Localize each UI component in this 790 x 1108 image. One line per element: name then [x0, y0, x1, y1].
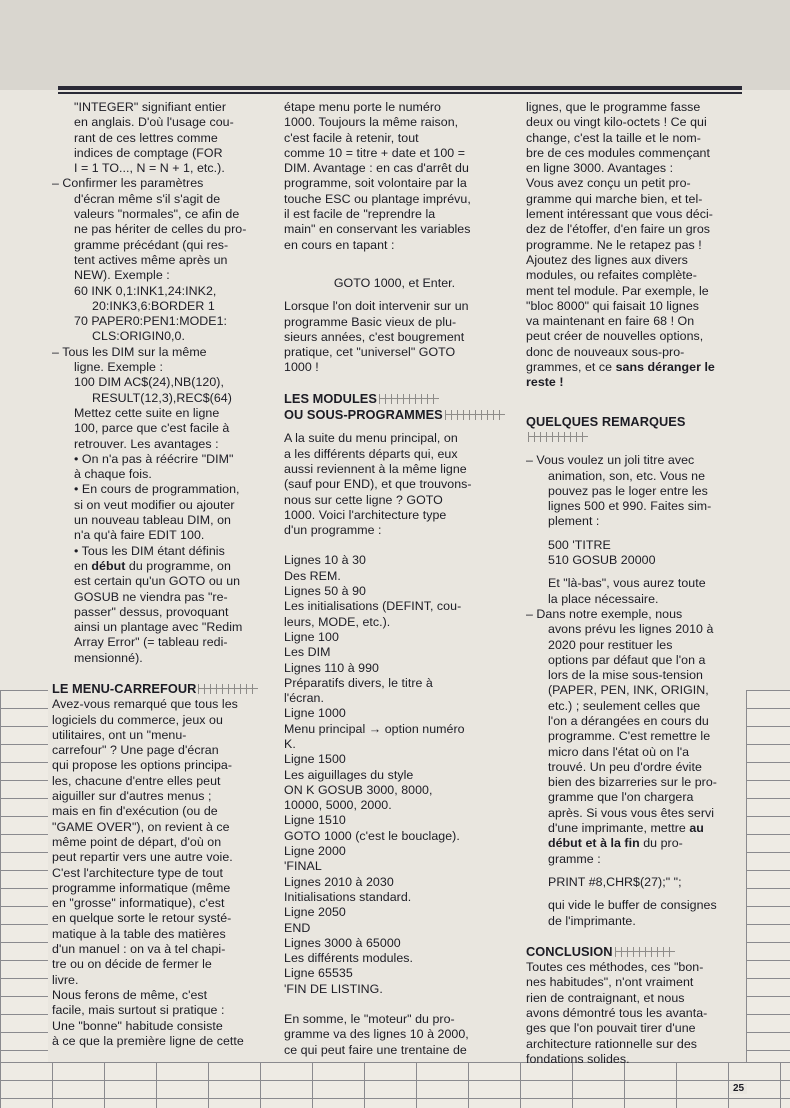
spacer — [52, 666, 274, 681]
text-line — [526, 836, 744, 851]
text-line: gramme que l'on chargera — [548, 790, 694, 805]
text-span: en — [74, 558, 88, 573]
top-rule-thin — [58, 92, 742, 94]
listing-line: 10000, 5000, 2000. — [284, 798, 392, 813]
text-line — [526, 375, 744, 390]
text-line: en "grosse" informatique), c'est — [52, 896, 225, 911]
heading-decoration — [528, 432, 588, 442]
text-line: l'on a dérangées en cours du — [548, 713, 709, 728]
text-line: tre ou on décide de fermer le — [52, 957, 212, 972]
text-line: lors de la mise sous-tension — [548, 668, 703, 683]
text-line: est certain qu'un GOTO ou un — [74, 574, 241, 589]
text-span: du pro- — [643, 836, 683, 851]
text-line: un nouveau tableau DIM, on — [74, 513, 231, 528]
text-line: passer" dessus, provoquant — [74, 604, 229, 619]
text-line: a les différents départs qui, eux — [284, 446, 458, 461]
text-line: bre de ces modules commençant — [526, 145, 710, 160]
text-line: programme. C'est remettre le — [548, 729, 711, 744]
text-line: main" en conservant les variables — [284, 222, 471, 237]
spacer — [284, 268, 505, 276]
listing-line: Lignes 10 à 30 — [284, 553, 366, 568]
text-line: en ligne 3000. Avantages : — [526, 161, 674, 176]
listing-line: Préparatifs divers, le titre à — [284, 675, 433, 690]
text-span: d'une imprimante, mettre — [548, 821, 686, 836]
text-line: en anglais. D'où l'usage cou- — [74, 115, 234, 130]
brick-wall-bottom — [0, 1062, 790, 1108]
text-line: livre. — [52, 972, 79, 987]
text-line: ment tel module. Par exemple, le — [526, 283, 709, 298]
listing-line: Les DIM — [284, 645, 331, 660]
text-line: bien des bizarreries sur le pro- — [548, 775, 717, 790]
text-line: mensionné). — [74, 650, 143, 665]
text-line: 1000 ! — [284, 360, 319, 375]
text-line: si on veut modifier ou ajouter — [74, 497, 235, 512]
text-line: architecture rationnelle sur des — [526, 1036, 698, 1051]
text-line: d'un manuel : on va à tel chapi- — [52, 942, 226, 957]
text-line: deux ou vingt kilo-octets ! Ce qui — [526, 115, 707, 130]
text-line: retrouver. Les avantages : — [74, 436, 219, 451]
section-heading — [526, 414, 744, 446]
spacer — [284, 423, 505, 431]
text-line: lement intéressant que vous déci- — [526, 207, 713, 222]
bold-text: reste ! — [526, 375, 564, 390]
text-line: Toutes ces méthodes, ces "bon- — [526, 960, 704, 975]
text-line: 100, parce que c'est facile à — [74, 421, 230, 436]
text-line: peut créer de nouvelles options, — [526, 329, 704, 344]
bold-text: sans déranger le — [615, 360, 715, 375]
text-line: programme. Ne le retapez pas ! — [526, 237, 702, 252]
code-line: PRINT #8,CHR$(27);" "; — [548, 874, 682, 889]
text-line: facile, mais surtout si pratique : — [52, 1003, 225, 1018]
text-line: (sauf pour END), et que trouvons- — [284, 477, 472, 492]
text-line: nes habitudes", n'ont vraiment — [526, 975, 694, 990]
listing-line: Menu principal → option numéro — [284, 721, 465, 736]
text-line: Et "là-bas", vous aurez toute — [548, 576, 706, 591]
text-line: programme Basic vieux de plu- — [284, 314, 457, 329]
text-line: fondations solides. — [526, 1051, 630, 1066]
spacer — [526, 530, 744, 538]
text-line: rien de contraignant, et nous — [526, 990, 685, 1005]
text-line: En somme, le "moteur" du pro- — [284, 1012, 455, 1027]
text-line: gramme qui marche bien, et tel- — [526, 191, 703, 206]
text-line: aiguiller sur d'autres menus ; — [52, 789, 212, 804]
text-line — [526, 360, 744, 375]
spacer — [526, 391, 744, 406]
listing-line: Les initialisations (DEFINT, cou- — [284, 599, 462, 614]
spacer — [284, 291, 505, 299]
spacer — [526, 867, 744, 875]
text-line: rant de ces lettres comme — [74, 130, 218, 145]
text-line: "GAME OVER"), on revient à ce — [52, 819, 230, 834]
text-line: d'écran même s'il s'agit de — [74, 191, 221, 206]
text-line: "bloc 8000" qui faisait 10 lignes — [526, 298, 700, 313]
listing-line: END — [284, 920, 311, 935]
text-line — [52, 559, 274, 574]
text-line: NEW). Exemple : — [74, 268, 170, 283]
text-line: comme 10 = titre + date et 100 = — [284, 145, 466, 160]
section-heading — [52, 681, 274, 697]
text-line: Array Error" (= tableau redi- — [74, 635, 228, 650]
spacer — [526, 406, 744, 414]
text-line: matique à la table des matières — [52, 926, 226, 941]
text-line: 1000. Toujours la même raison, — [284, 115, 459, 130]
text-line: qui vide le buffer de consignes — [548, 898, 717, 913]
listing-line: Lignes 110 à 990 — [284, 660, 379, 675]
text-line: va maintenant en faire 68 ! On — [526, 314, 695, 329]
text-line: gramme va des lignes 10 à 2000, — [284, 1027, 469, 1042]
listing-line: Les aiguillages du style — [284, 767, 414, 782]
text-line: aussi reviennent à la même ligne — [284, 461, 467, 476]
text-line: modules, ou refaites complète- — [526, 268, 697, 283]
text-line: Ajoutez des lignes aux divers — [526, 252, 688, 267]
brick-wall-right — [746, 690, 790, 1062]
text-line: A la suite du menu principal, on — [284, 431, 458, 446]
text-line: – Dans notre exemple, nous — [526, 606, 683, 621]
bold-text: début et à la fin — [548, 836, 640, 851]
text-line: donc de nouveaux sous-pro- — [526, 344, 685, 359]
text-line: avons prévu les lignes 2010 à — [548, 622, 714, 637]
code-line: 60 INK 0,1:INK1,24:INK2, — [74, 283, 217, 298]
brick-wall-left — [0, 690, 48, 1062]
listing-line: l'écran. — [284, 691, 324, 706]
text-line: Lorsque l'on doit intervenir sur un — [284, 299, 469, 314]
text-line: change, c'est la taille et le nom- — [526, 130, 701, 145]
text-line: Nous ferons de même, c'est — [52, 987, 208, 1002]
listing-line: 'FINAL — [284, 859, 322, 874]
section-heading — [284, 391, 505, 407]
text-line: ligne. Exemple : — [74, 360, 163, 375]
code-line: 20:INK3,6:BORDER 1 — [92, 298, 215, 313]
code-line: GOTO 1000, et Enter. — [333, 275, 456, 290]
text-line: mais en fin d'exécution (ou de — [52, 804, 218, 819]
text-line: Vous avez conçu un petit pro- — [526, 176, 691, 191]
text-line: ce qui peut faire une trentaine de — [284, 1042, 467, 1057]
text-line: c'est facile à retenir, tout — [284, 130, 419, 145]
text-line: • Tous les DIM étant définis — [74, 543, 225, 558]
text-span: du programme, on — [128, 558, 231, 573]
text-line: gramme : — [548, 851, 601, 866]
listing-line: Ligne 1000 — [284, 706, 346, 721]
text-line: 1000. Voici l'architecture type — [284, 507, 447, 522]
spacer — [526, 445, 744, 453]
text-line: après. Si vous vous êtes servi — [548, 805, 715, 820]
listing-line: Les différents modules. — [284, 951, 414, 966]
listing-line: leurs, MODE, etc.). — [284, 614, 391, 629]
text-line: lignes 500 et 990. Faites sim- — [548, 499, 712, 514]
text-line: logiciels du commerce, jeux ou — [52, 712, 223, 727]
text-line: pratique, cet "universel" GOTO — [284, 345, 456, 360]
bold-text: début — [91, 558, 126, 573]
text-line: • En cours de programmation, — [74, 482, 240, 497]
page-number: 25 — [730, 1083, 747, 1094]
text-line: programme, soit volontaire par la — [284, 176, 467, 191]
text-line: • On n'a pas à réécrire "DIM" — [74, 451, 234, 466]
text-line: en quelque sorte le retour systé- — [52, 911, 232, 926]
section-heading — [284, 407, 505, 423]
text-line: DIM. Avantage : en cas d'arrêt du — [284, 161, 469, 176]
code-line: 100 DIM AC$(24),NB(120), — [74, 375, 224, 390]
listing-line: K. — [284, 736, 296, 751]
heading-decoration — [615, 947, 675, 957]
spacer — [526, 929, 744, 944]
section-heading — [526, 944, 744, 960]
spacer — [526, 890, 744, 898]
heading-text: CONCLUSION — [526, 943, 613, 959]
bold-text: au — [689, 821, 704, 836]
text-line: indices de comptage (FOR — [74, 145, 223, 160]
heading-decoration — [445, 410, 505, 420]
listing-line: ON K GOSUB 3000, 8000, — [284, 782, 433, 797]
listing-line: Ligne 100 — [284, 629, 339, 644]
text-line: il est facile de "reprendre la — [284, 207, 436, 222]
text-line: d'un programme : — [284, 523, 382, 538]
text-line: à ce que la première ligne de cette — [52, 1033, 244, 1048]
code-line: RESULT(12,3),REC$(64) — [92, 390, 232, 405]
heading-text: QUELQUES REMARQUES — [526, 413, 686, 429]
spacer — [284, 538, 505, 553]
text-line: – Vous voulez un joli titre avec — [526, 453, 695, 468]
text-line: "INTEGER" signifiant entier — [74, 100, 227, 114]
text-line: même point de départ, d'où on — [52, 834, 222, 849]
text-span: grammes, et ce — [526, 360, 613, 375]
text-line: programme informatique (même — [52, 880, 231, 895]
listing-line: GOTO 1000 (c'est le bouclage). — [284, 828, 460, 843]
text-line — [526, 821, 744, 836]
column-3 — [526, 100, 744, 1067]
text-line: peut repartir vers une autre voie. — [52, 850, 233, 865]
text-line: étape menu porte le numéro — [284, 100, 441, 114]
text-line: carrefour" ? Une page d'écran — [52, 743, 219, 758]
text-line: – Confirmer les paramètres — [52, 176, 204, 191]
heading-decoration — [379, 394, 439, 404]
listing-line: Des REM. — [284, 568, 341, 583]
text-line: animation, son, etc. Vous ne — [548, 468, 706, 483]
text-line: à chaque fois. — [74, 467, 152, 482]
listing-line: Lignes 3000 à 65000 — [284, 935, 401, 950]
text-line: les, chacune d'entre elles peut — [52, 773, 221, 788]
text-line: gramme précédant (qui res- — [74, 237, 229, 252]
text-line: options par défaut que l'on a — [548, 652, 706, 667]
text-line: valeurs "normales", ce afin de — [74, 207, 240, 222]
text-line: 2020 pour restituer les — [548, 637, 673, 652]
text-line: I = 1 TO..., N = N + 1, etc.). — [74, 161, 225, 176]
text-line: pouvez pas le loger entre les — [548, 483, 708, 498]
text-line: Mettez cette suite en ligne — [74, 405, 220, 420]
text-line: Une "bonne" habitude consiste — [52, 1018, 223, 1033]
listing-line: Ligne 65535 — [284, 966, 353, 981]
heading-text: LE MENU-CARREFOUR — [52, 680, 197, 696]
text-line: GOSUB ne viendra pas "re- — [74, 589, 228, 604]
text-line: en cours en tapant : — [284, 237, 395, 252]
spacer — [284, 376, 505, 391]
spacer — [526, 568, 744, 576]
text-line: etc.) ; seulement celles que — [548, 698, 701, 713]
heading-decoration — [198, 684, 258, 694]
text-line: de l'imprimante. — [548, 913, 636, 928]
top-rule — [58, 86, 742, 90]
heading-text: OU SOUS-PROGRAMMES — [284, 407, 443, 423]
text-line: C'est l'architecture type de tout — [52, 865, 223, 880]
text-line: lignes, que le programme fasse — [526, 100, 701, 114]
listing-line: Initialisations standard. — [284, 889, 412, 904]
listing-line: Ligne 2050 — [284, 905, 346, 920]
text-line: Avez-vous remarqué que tous les — [52, 697, 238, 712]
text-line: tent actives même après un — [74, 252, 228, 267]
text-line: – Tous les DIM sur la même — [52, 344, 207, 359]
column-2 — [284, 100, 505, 1058]
text-line: dez de l'étoffer, d'en faire un gros — [526, 222, 711, 237]
top-background — [0, 0, 790, 90]
code-line: 500 'TITRE — [548, 537, 611, 552]
spacer — [284, 253, 505, 268]
text-line: ne pas hériter de celles du pro- — [74, 222, 247, 237]
text-line: utilitaires, ont un "menu- — [52, 727, 187, 742]
column-1 — [52, 100, 274, 1049]
listing-line: Lignes 2010 à 2030 — [284, 874, 394, 889]
text-line: trouvé. Un peu d'ordre évite — [548, 759, 702, 774]
spacer — [284, 997, 505, 1012]
text-line: sieurs années, c'est bougrement — [284, 329, 465, 344]
text-line: la place nécessaire. — [548, 591, 659, 606]
text-line: avons démontré tous les avanta- — [526, 1006, 708, 1021]
code-line: 510 GOSUB 20000 — [548, 553, 656, 568]
text-line: nous sur cette ligne ? GOTO — [284, 492, 443, 507]
text-line: n'a qu'à faire EDIT 100. — [74, 528, 205, 543]
text-line: plement : — [548, 514, 600, 529]
code-line: 70 PAPER0:PEN1:MODE1: — [74, 314, 228, 329]
text-line: touche ESC ou plantage imprévu, — [284, 191, 471, 206]
text-line: ainsi un plantage avec "Redim — [74, 620, 243, 635]
heading-text: LES MODULES — [284, 390, 377, 406]
listing-line: 'FIN DE LISTING. — [284, 981, 383, 996]
text-line: micro dans l'état où on l'a — [548, 744, 690, 759]
listing-line: Ligne 1510 — [284, 813, 346, 828]
listing-line: Ligne 1500 — [284, 752, 346, 767]
text-line: ges que l'on pouvait tirer d'une — [526, 1021, 696, 1036]
listing-line: Ligne 2000 — [284, 844, 346, 859]
code-line: CLS:ORIGIN0,0. — [92, 329, 185, 344]
listing-line: Lignes 50 à 90 — [284, 584, 366, 599]
text-line: (PAPER, PEN, INK, ORIGIN, — [548, 683, 709, 698]
text-line: qui propose les options principa- — [52, 758, 233, 773]
